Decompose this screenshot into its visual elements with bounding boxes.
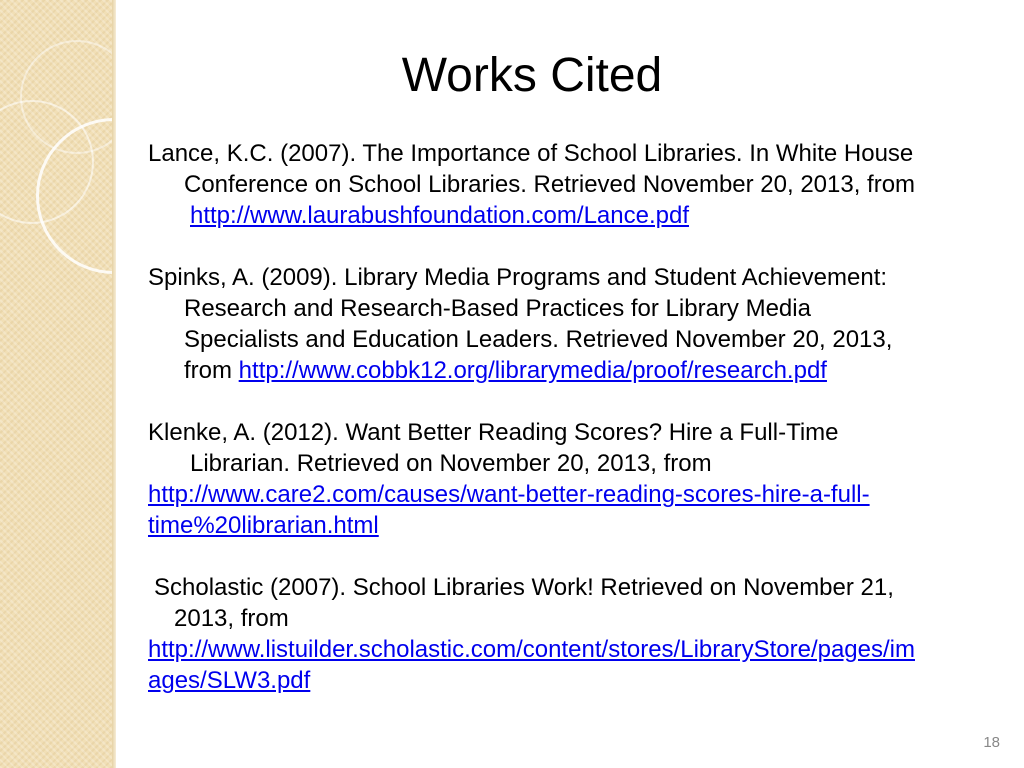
page-number: 18: [983, 734, 1000, 751]
reference-link[interactable]: http://www.listuilder.scholastic.com/content/stores/LibraryStore/pages/im: [148, 636, 915, 663]
reference-url-line: [148, 634, 988, 665]
side-divider: [112, 0, 116, 768]
reference-line: 2013, from: [174, 605, 289, 632]
reference-line: Conference on School Libraries. Retrieved November 20, 2013, from: [184, 171, 916, 198]
slide-title: Works Cited: [401, 49, 663, 102]
reference-scholastic: [148, 572, 988, 696]
reference-link[interactable]: http://www.laurabushfoundation.com/Lance.pdf: [190, 202, 689, 229]
decorative-side-band: [0, 0, 112, 768]
reference-link[interactable]: ages/SLW3.pdf: [148, 667, 311, 694]
reference-url-line: [148, 665, 988, 696]
reference-line: Librarian. Retrieved on November 20, 2013, from: [190, 450, 712, 477]
reference-line: Specialists and Education Leaders. Retrieved November 20, 2013,: [184, 326, 893, 353]
reference-text: from: [184, 357, 239, 384]
reference-line: Scholastic (2007). School Libraries Work! Retrieved on November 21,: [154, 574, 894, 601]
reference-spinks: [148, 262, 988, 386]
reference-line: Research and Research-Based Practices for Library Media: [184, 295, 811, 322]
reference-line: Lance, K.C. (2007). The Importance of School Libraries. In White House: [148, 140, 914, 167]
reference-url-line: [148, 355, 988, 386]
reference-link[interactable]: http://www.care2.com/causes/want-better-reading-scores-hire-a-full-: [148, 481, 870, 508]
reference-link[interactable]: time%20librarian.html: [148, 512, 379, 539]
reference-url-line: [148, 200, 988, 231]
reference-url-line: [148, 479, 988, 510]
references-list: [148, 138, 988, 727]
reference-link[interactable]: http://www.cobbk12.org/librarymedia/proof/research.pdf: [238, 357, 827, 384]
reference-url-line: [148, 510, 988, 541]
reference-line: Spinks, A. (2009). Library Media Programs and Student Achievement:: [148, 264, 888, 291]
reference-line: Klenke, A. (2012). Want Better Reading Scores? Hire a Full-Time: [148, 419, 839, 446]
reference-lance: [148, 138, 988, 231]
reference-klenke: [148, 417, 988, 541]
